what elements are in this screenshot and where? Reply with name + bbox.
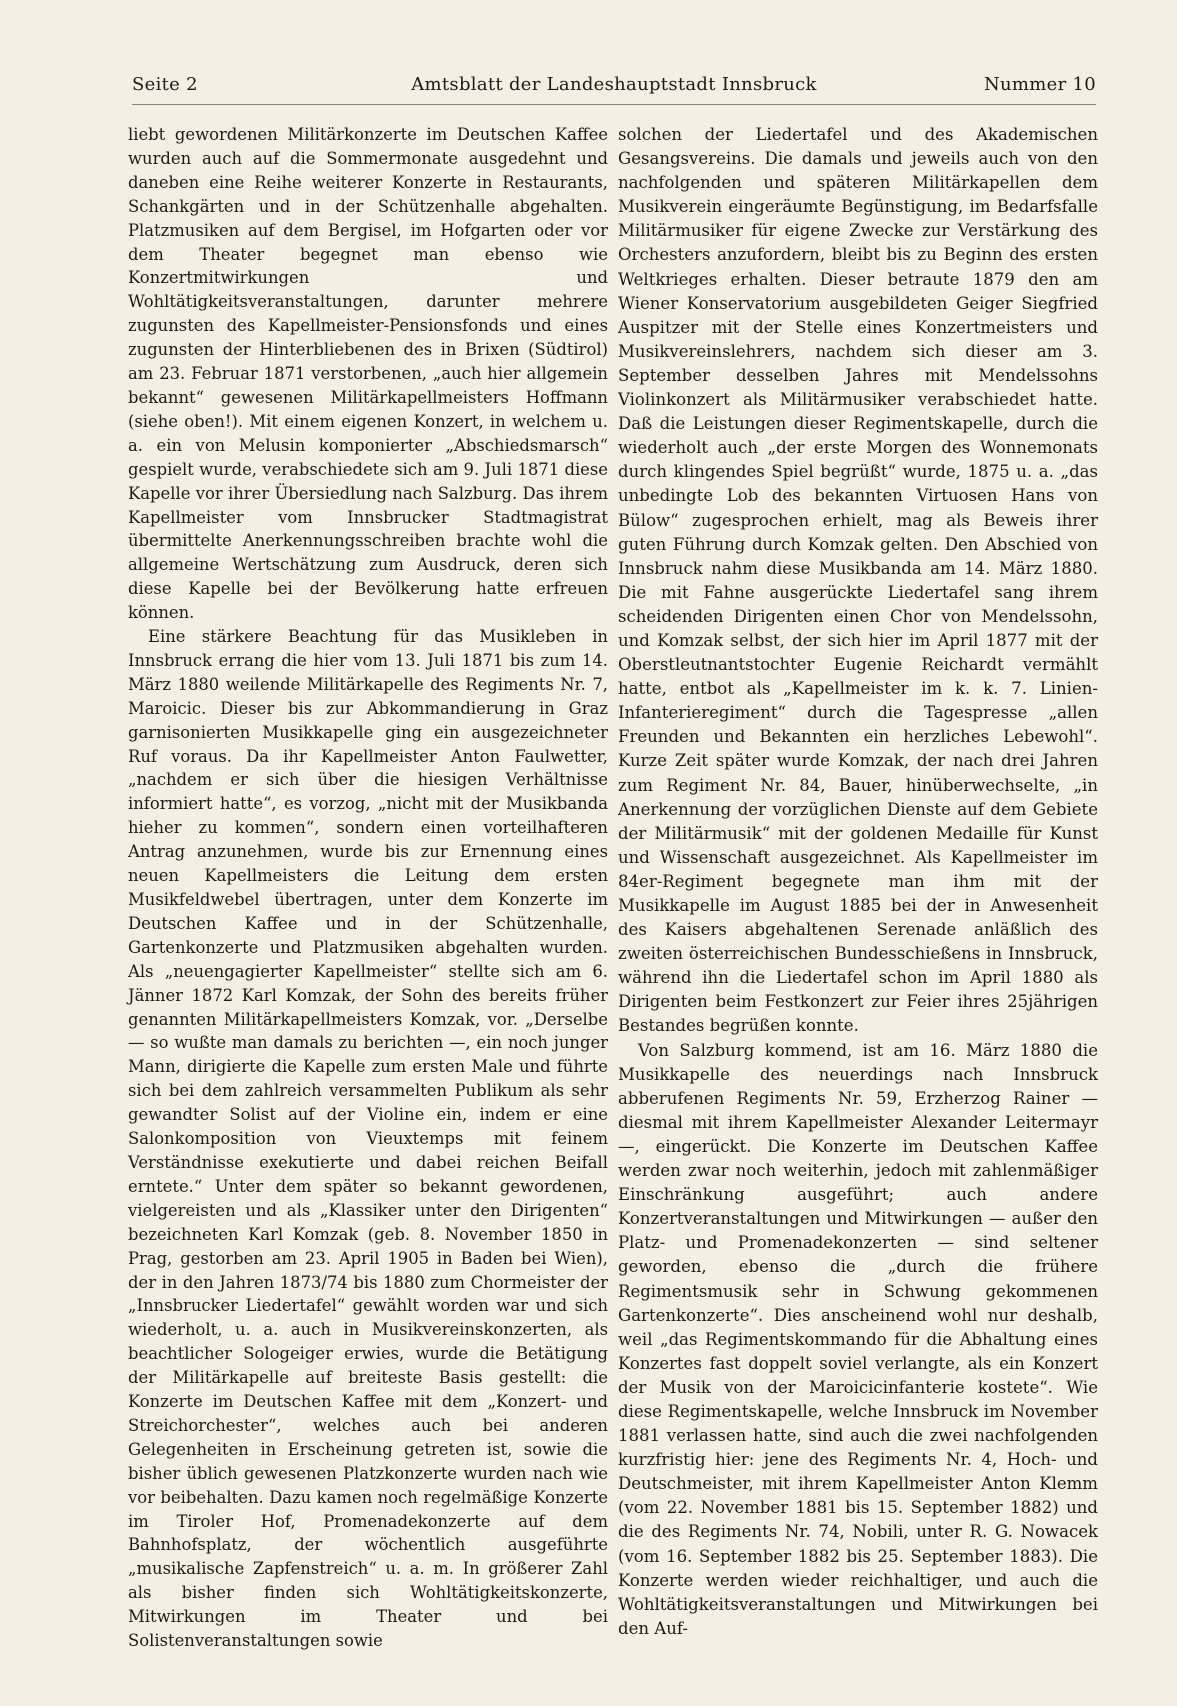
paragraph: Eine stärkere Beachtung für das Musikleben in Innsbruck errang die hier vom 13. Juli 1871 bis zum 14. März 1880 weilende Militärkapelle des Regiments Nr. 7, Maroicic. Dieser bis zur Abkommandierung in Graz garnisonierten Musikkapelle ging ein ausgezeichneter Ruf voraus. Da ihr Kapellmeister Anton Faulwetter, „nachdem er sich über die hiesigen Verhältnisse informiert hatte“, es vorzog, „nicht mit der Musikbanda hieher zu kommen“, sondern einen vorteilhafteren Antrag anzunehmen, wurde bis zur Ernennung eines neuen Kapellmeisters die Leitung dem ersten Musikfeldwebel übertragen, unter dem Konzerte im Deutschen Kaffee und in der Schützenhalle, Gartenkonzerte und Platzmusiken abgehalten wurden. Als „neuengagierter Kapellmeister“ stellte sich am 6. Jänner 1872 Karl Komzak, der Sohn des bereits früher genannten Militärkapellmeisters Komzak, vor. „Derselbe — so wußte man damals zu berichten —, ein noch junger Mann, dirigierte die Kapelle zum ersten Male und führte sich bei dem zahlreich versammelten Publikum als sehr gewandter Solist auf der Violine ein, indem er eine Salonkomposition von Vieuxtemps mit feinem Verständnisse exekutierte und dabei reichen Beifall erntete.“ Unter dem später so bekannt gewordenen, vielgereisten und als „Klassiker unter den Dirigenten“ bezeichneten Karl Komzak (geb. 8. November 1850 in Prag, gestorben am 23. April 1905 in Baden bei Wien), der in den Jahren 1873/74 bis 1880 zum Chormeister der „Innsbrucker Liedertafel“ gewählt worden war und sich wiederholt, u. a. auch in Musikvereinskonzerten, als beachtlicher Sologeiger erwies, wurde die Betätigung der Militärkapelle auf breiteste Basis gestellt: die Konzerte im Deutschen Kaffee mit dem „Konzert- und Streichorchester“, welches auch bei anderen Gelegenheiten in Erscheinung getreten ist, sowie die bisher üblich gewesenen Platzkonzerte wurden nach wie vor beibehalten. Dazu kamen noch regelmäßige Konzerte im Tiroler Hof, Promenadekonzerte auf dem Bahnhofsplatz, der wöchentlich ausgeführte „musikalische Zapfenstreich“ u. a. m. In größerer Zahl als bisher finden sich Wohltätigkeitskonzerte, Mitwirkungen im Theater und bei Solistenveranstaltungen sowie [128,627,608,1651]
page-header [132,74,1096,104]
text-column-right [618,123,1098,1641]
page-number-label: Seite 2 [132,74,198,95]
header-divider [132,104,1096,105]
paragraph: solchen der Liedertafel und des Akademischen Gesangsvereins. Die damals und jeweils auch von den nachfolgenden und späteren Militärkapellen dem Musikverein eingeräumte Begünstigung, im Bedarfsfalle Militärmusiker für eigene Zwecke zur Verstärkung des Orchesters anzufordern, bleibt bis zu Beginn des ersten Weltkrieges erhalten. Dieser betraute 1879 den am Wiener Konservatorium ausgebildeten Geiger Siegfried Auspitzer mit der Stelle eines Konzertmeisters und Musikvereinslehrers, nachdem sich dieser am 3. September desselben Jahres mit Mendelssohns Violinkonzert als Militärmusiker verabschiedet hatte. Daß die Leistungen dieser Regimentskapelle, durch die wiederholt auch „der erste Morgen des Wonnemonats durch klingendes Spiel begrüßt“ wurde, 1875 u. a. „das unbedingte Lob des bekannten Virtuosen Hans von Bülow“ zugesprochen erhielt, mag als Beweis ihrer guten Führung durch Komzak gelten. Den Abschied von Innsbruck nahm diese Musikbanda am 14. März 1880. Die mit Fahne ausgerückte Liedertafel sang ihrem scheidenden Dirigenten einen Chor von Mendelssohn, und Komzak selbst, der sich hier im April 1877 mit der Oberstleutnantstochter Eugenie Reichardt vermählt hatte, entbot als „Kapellmeister im k. k. 7. Linien-Infanterieregiment“ durch die Tagespresse „allen Freunden und Bekannten ein herzliches Lebewohl“. Kurze Zeit später wurde Komzak, der nach drei Jahren zum Regiment Nr. 84, Bauer, hinüberwechselte, „in Anerkennung der vorzüglichen Dienste auf dem Gebiete der Militärmusik“ mit der goldenen Medaille für Kunst und Wissenschaft ausgezeichnet. Als Kapellmeister im 84er-Regiment begegnete man ihm mit der Musikkapelle im August 1885 bei der in Anwesenheit des Kaisers abgehaltenen Serenade anläßlich des zweiten österreichischen Bundesschießens in Innsbruck, während ihn die Liedertafel schon im April 1880 als Dirigenten beim Festkonzert zur Feier ihres 25jährigen Bestandes begrüßen konnte. [618,125,1098,1036]
publication-title: Amtsblatt der Landeshauptstadt Innsbruck [411,74,817,95]
paragraph: liebt gewordenen Militärkonzerte im Deutschen Kaffee wurden auch auf die Sommermonate ausgedehnt und daneben eine Reihe weiterer Konzerte in Restaurants, Schankgärten und in der Schützenhalle abgehalten. Platzmusiken auf dem Bergisel, im Hofgarten oder vor dem Theater begegnet man ebenso wie Konzertmitwirkungen und Wohltätigkeitsveranstaltungen, darunter mehrere zugunsten des Kapellmeister-Pensionsfonds und eines zugunsten der Hinterbliebenen des in Brixen (Südtirol) am 23. Februar 1871 verstorbenen, „auch hier allgemein bekannt“ gewesenen Militärkapellmeisters Hoffmann (siehe oben!). Mit einem eigenen Konzert, in welchem u. a. ein von Melusin komponierter „Abschiedsmarsch“ gespielt wurde, verabschiedete sich am 9. Juli 1871 diese Kapelle vor ihrer Übersiedlung nach Salzburg. Das ihrem Kapellmeister vom Innsbrucker Stadtmagistrat übermittelte Anerkennungsschreiben brachte wohl die allgemeine Wertschätzung zum Ausdruck, deren sich diese Kapelle bei der Bevölkerung hatte erfreuen können. [128,125,608,623]
issue-number: Nummer 10 [983,74,1096,95]
text-column-left [128,123,608,1653]
paragraph: Von Salzburg kommend, ist am 16. März 1880 die Musikkapelle des neuerdings nach Innsbruck abberufenen Regiments Nr. 59, Erzherzog Rainer — diesmal mit ihrem Kapellmeister Alexander Leitermayr —, eingerückt. Die Konzerte im Deutschen Kaffee werden zwar noch weiterhin, jedoch mit zahlenmäßiger Einschränkung ausgeführt; auch andere Konzertveranstaltungen und Mitwirkungen — außer den Platz- und Promenadekonzerten — sind seltener geworden, ebenso die „durch die frühere Regimentsmusik sehr in Schwung gekommenen Gartenkonzerte“. Dies anscheinend wohl nur deshalb, weil „das Regimentskommando für die Abhaltung eines Konzertes fast doppelt soviel verlangte, als ein Konzert der Musik von der Maroicicinfanterie kostete“. Wie diese Regimentskapelle, welche Innsbruck im November 1881 verlassen hatte, sind auch die zwei nachfolgenden kurzfristig hier: jene des Regiments Nr. 4, Hoch- und Deutschmeister, mit ihrem Kapellmeister Anton Klemm (vom 22. November 1881 bis 15. September 1882) und die des Regiments Nr. 74, Nobili, unter R. G. Nowacek (vom 16. September 1882 bis 25. September 1883). Die Konzerte werden wieder reichhaltiger, und auch die Wohltätigkeitsveranstaltungen und Mitwirkungen bei den Auf- [618,1040,1098,1638]
